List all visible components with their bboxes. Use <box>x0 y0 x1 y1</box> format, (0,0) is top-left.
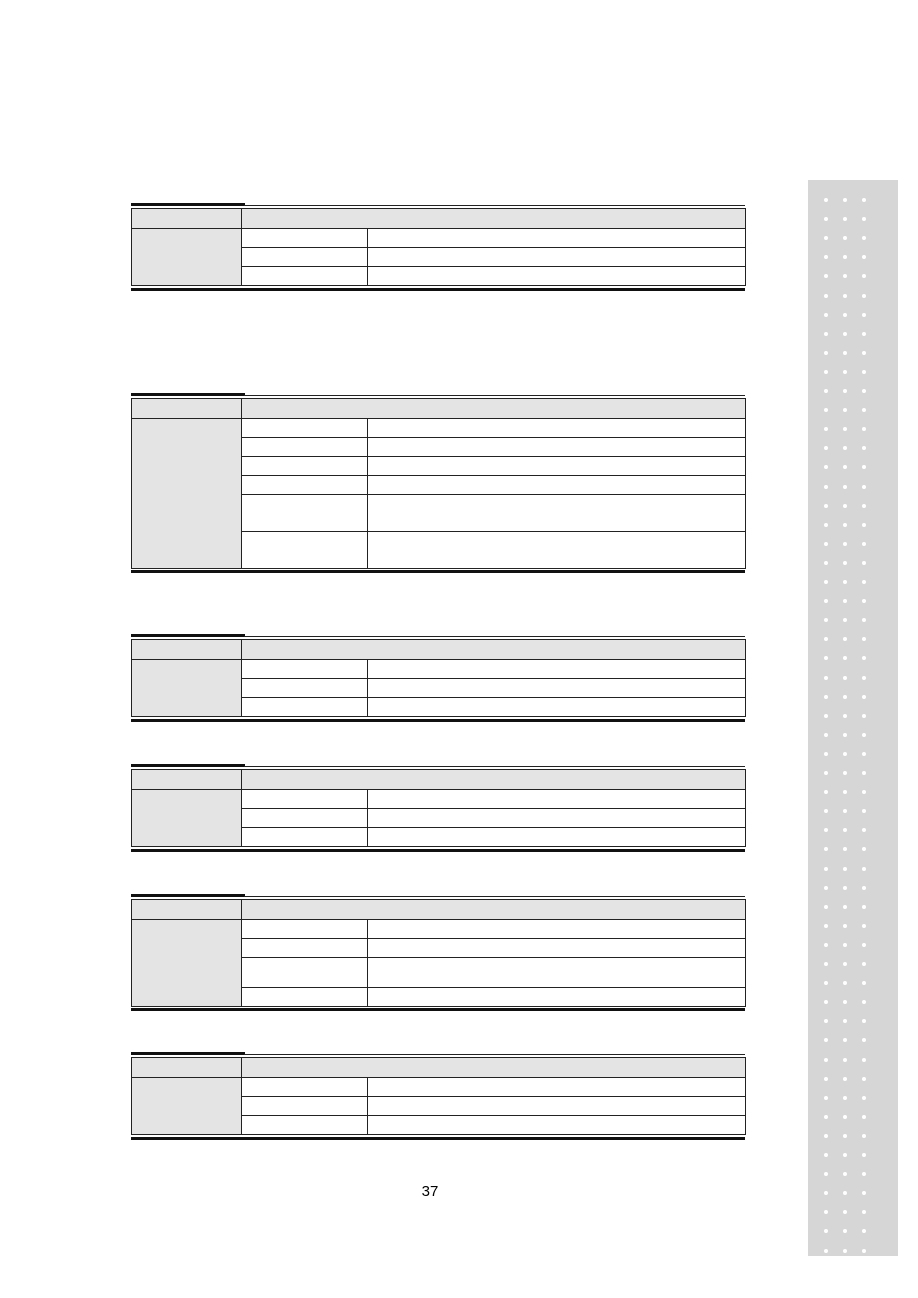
panel-dot <box>843 1058 847 1062</box>
panel-dot <box>843 294 847 298</box>
item-cell <box>242 495 368 532</box>
panel-dot <box>824 389 828 393</box>
spec-table-5 <box>131 899 746 1007</box>
panel-dot <box>862 714 866 718</box>
value-cell <box>368 679 746 698</box>
panel-dot <box>843 790 847 794</box>
table-header-row <box>132 1058 746 1078</box>
item-cell <box>242 1078 368 1097</box>
panel-dot <box>843 1115 847 1119</box>
panel-dot <box>824 676 828 680</box>
panel-dot <box>824 886 828 890</box>
header-label-cell <box>132 399 242 419</box>
value-cell <box>368 457 746 476</box>
panel-dot <box>824 905 828 909</box>
panel-dot <box>824 656 828 660</box>
panel-dot <box>843 695 847 699</box>
panel-dot <box>862 465 866 469</box>
spec-table-2 <box>131 398 746 569</box>
panel-dot <box>862 943 866 947</box>
panel-dot <box>862 580 866 584</box>
panel-dot <box>862 752 866 756</box>
panel-dot <box>843 255 847 259</box>
panel-dot <box>824 198 828 202</box>
item-cell <box>242 1097 368 1116</box>
spec-table-1 <box>131 208 746 286</box>
panel-dot <box>862 809 866 813</box>
panel-dot <box>843 676 847 680</box>
panel-dot <box>862 1019 866 1023</box>
panel-dot <box>824 809 828 813</box>
panel-dot <box>824 465 828 469</box>
panel-dot <box>824 733 828 737</box>
panel-dot <box>843 504 847 508</box>
panel-dot <box>862 1000 866 1004</box>
panel-dot <box>824 274 828 278</box>
panel-dot <box>824 1172 828 1176</box>
panel-dot <box>824 943 828 947</box>
panel-dot <box>824 962 828 966</box>
panel-dot <box>824 790 828 794</box>
category-cell <box>132 1078 242 1135</box>
panel-dot <box>824 771 828 775</box>
table-header-row <box>132 399 746 419</box>
value-cell <box>368 1097 746 1116</box>
panel-dot <box>843 1077 847 1081</box>
panel-dot <box>862 523 866 527</box>
panel-dot <box>862 695 866 699</box>
panel-dot <box>824 1191 828 1195</box>
item-cell <box>242 809 368 828</box>
value-cell <box>368 790 746 809</box>
panel-dot <box>824 1096 828 1100</box>
panel-dot <box>862 676 866 680</box>
panel-dot <box>862 1038 866 1042</box>
item-cell <box>242 438 368 457</box>
panel-dot <box>843 1191 847 1195</box>
value-cell <box>368 660 746 679</box>
panel-dot <box>824 867 828 871</box>
panel-dot <box>862 1172 866 1176</box>
item-cell <box>242 1116 368 1135</box>
panel-dot <box>824 236 828 240</box>
panel-dot <box>824 1229 828 1233</box>
panel-dot <box>862 561 866 565</box>
panel-dot <box>843 867 847 871</box>
table-header-row <box>132 640 746 660</box>
table-row <box>132 419 746 438</box>
value-cell <box>368 809 746 828</box>
panel-dot <box>843 599 847 603</box>
panel-dot <box>824 828 828 832</box>
panel-dot <box>824 408 828 412</box>
value-cell <box>368 532 746 569</box>
panel-dot <box>824 294 828 298</box>
panel-dot <box>824 695 828 699</box>
value-cell <box>368 476 746 495</box>
value-cell <box>368 248 746 267</box>
panel-dot <box>824 618 828 622</box>
panel-dot <box>862 427 866 431</box>
panel-dot <box>843 981 847 985</box>
table-bottom-rule <box>131 1137 745 1140</box>
panel-dot <box>843 1249 847 1253</box>
panel-dot <box>843 274 847 278</box>
panel-dot <box>824 599 828 603</box>
table-bottom-rule <box>131 1008 745 1011</box>
panel-dot <box>862 637 866 641</box>
panel-dot <box>862 485 866 489</box>
item-cell <box>242 457 368 476</box>
table-bottom-rule <box>131 570 745 573</box>
panel-dot <box>824 1249 828 1253</box>
item-cell <box>242 419 368 438</box>
panel-dot <box>862 1096 866 1100</box>
panel-dot <box>824 1134 828 1138</box>
panel-dot <box>862 1077 866 1081</box>
header-label-cell <box>132 900 242 920</box>
value-cell <box>368 958 746 988</box>
panel-dot <box>824 427 828 431</box>
header-value-cell <box>242 1058 746 1078</box>
item-cell <box>242 248 368 267</box>
item-cell <box>242 267 368 286</box>
panel-dot <box>843 332 847 336</box>
panel-dot <box>843 236 847 240</box>
panel-dot <box>824 714 828 718</box>
category-cell <box>132 660 242 717</box>
value-cell <box>368 495 746 532</box>
panel-dot <box>824 351 828 355</box>
panel-dot <box>862 389 866 393</box>
panel-dot <box>843 637 847 641</box>
panel-dot <box>843 217 847 221</box>
panel-dot <box>824 504 828 508</box>
panel-dot <box>862 313 866 317</box>
item-cell <box>242 988 368 1007</box>
panel-dot <box>843 485 847 489</box>
panel-dot <box>843 1000 847 1004</box>
panel-dot <box>843 542 847 546</box>
panel-dot <box>862 1191 866 1195</box>
header-label-cell <box>132 209 242 229</box>
item-cell <box>242 679 368 698</box>
table-header-row <box>132 770 746 790</box>
item-cell <box>242 660 368 679</box>
spec-table-6 <box>131 1057 746 1135</box>
panel-dot <box>824 637 828 641</box>
item-cell <box>242 229 368 248</box>
panel-dot <box>843 313 847 317</box>
spec-table-3 <box>131 639 746 717</box>
value-cell <box>368 438 746 457</box>
value-cell <box>368 920 746 939</box>
panel-dot <box>862 1153 866 1157</box>
panel-dot <box>862 828 866 832</box>
header-value-cell <box>242 900 746 920</box>
panel-dot <box>843 389 847 393</box>
panel-dot <box>843 408 847 412</box>
panel-dot <box>824 332 828 336</box>
panel-dot <box>862 733 866 737</box>
panel-dot <box>843 962 847 966</box>
panel-dot <box>862 255 866 259</box>
panel-dot <box>824 313 828 317</box>
panel-dot <box>862 274 866 278</box>
value-cell <box>368 1078 746 1097</box>
panel-dot <box>824 446 828 450</box>
header-value-cell <box>242 209 746 229</box>
header-label-cell <box>132 770 242 790</box>
item-cell <box>242 920 368 939</box>
item-cell <box>242 828 368 847</box>
panel-dot <box>862 886 866 890</box>
table-header-row <box>132 900 746 920</box>
panel-dot <box>862 504 866 508</box>
header-value-cell <box>242 399 746 419</box>
panel-dot <box>824 370 828 374</box>
item-cell <box>242 532 368 569</box>
header-value-cell <box>242 770 746 790</box>
table-row <box>132 660 746 679</box>
item-cell <box>242 790 368 809</box>
panel-dot <box>824 1038 828 1042</box>
value-cell <box>368 939 746 958</box>
panel-dot <box>862 236 866 240</box>
decorative-side-panel <box>808 180 898 1256</box>
panel-dot <box>843 905 847 909</box>
panel-dot <box>843 847 847 851</box>
panel-dot <box>862 351 866 355</box>
panel-dot <box>824 542 828 546</box>
panel-dot <box>862 542 866 546</box>
table-row <box>132 1078 746 1097</box>
panel-dot <box>843 656 847 660</box>
table-header-row <box>132 209 746 229</box>
value-cell <box>368 419 746 438</box>
panel-dot <box>843 523 847 527</box>
panel-dot <box>843 943 847 947</box>
panel-dot <box>843 752 847 756</box>
category-cell <box>132 229 242 286</box>
panel-dot <box>843 1019 847 1023</box>
panel-dot <box>843 771 847 775</box>
panel-dot <box>843 198 847 202</box>
panel-dot <box>862 790 866 794</box>
panel-dot <box>843 924 847 928</box>
panel-dot <box>824 561 828 565</box>
panel-dot <box>843 733 847 737</box>
panel-dot <box>843 1210 847 1214</box>
panel-dot <box>824 1153 828 1157</box>
panel-dot <box>824 924 828 928</box>
panel-dot <box>862 1210 866 1214</box>
panel-dot <box>824 217 828 221</box>
header-label-cell <box>132 640 242 660</box>
item-cell <box>242 698 368 717</box>
item-cell <box>242 939 368 958</box>
value-cell <box>368 698 746 717</box>
value-cell <box>368 988 746 1007</box>
panel-dot <box>862 905 866 909</box>
panel-dot <box>843 1229 847 1233</box>
panel-dot <box>824 1115 828 1119</box>
panel-dot <box>843 351 847 355</box>
panel-dot <box>862 217 866 221</box>
panel-dot <box>843 1153 847 1157</box>
panel-dot <box>862 408 866 412</box>
table-bottom-rule <box>131 849 745 852</box>
category-cell <box>132 790 242 847</box>
category-cell <box>132 419 242 569</box>
panel-dot <box>843 886 847 890</box>
panel-dot <box>843 1172 847 1176</box>
panel-dot <box>824 981 828 985</box>
panel-dot <box>862 294 866 298</box>
panel-dot <box>862 370 866 374</box>
panel-dot <box>862 867 866 871</box>
panel-dot <box>824 847 828 851</box>
panel-dot <box>862 1134 866 1138</box>
panel-dot <box>824 752 828 756</box>
panel-dot <box>843 446 847 450</box>
panel-dot <box>843 618 847 622</box>
panel-dot <box>862 618 866 622</box>
panel-dot <box>824 255 828 259</box>
panel-dot <box>843 1038 847 1042</box>
panel-dot <box>843 1134 847 1138</box>
panel-dot <box>843 580 847 584</box>
panel-dot <box>843 809 847 813</box>
value-cell <box>368 267 746 286</box>
panel-dot <box>862 962 866 966</box>
item-cell <box>242 476 368 495</box>
panel-dot <box>824 1210 828 1214</box>
panel-dot <box>843 370 847 374</box>
table-row <box>132 229 746 248</box>
panel-dot <box>862 924 866 928</box>
value-cell <box>368 229 746 248</box>
item-cell <box>242 958 368 988</box>
value-cell <box>368 828 746 847</box>
panel-dot <box>862 771 866 775</box>
panel-dot <box>862 981 866 985</box>
panel-dot <box>843 1096 847 1100</box>
panel-dot <box>862 1229 866 1233</box>
panel-dot <box>862 599 866 603</box>
category-cell <box>132 920 242 1007</box>
panel-dot <box>824 1000 828 1004</box>
panel-dot <box>862 1058 866 1062</box>
panel-dot <box>824 580 828 584</box>
panel-dot <box>843 465 847 469</box>
panel-dot <box>824 1019 828 1023</box>
table-bottom-rule <box>131 288 745 291</box>
panel-dot <box>824 485 828 489</box>
panel-dot <box>843 714 847 718</box>
panel-dot <box>862 1249 866 1253</box>
panel-dot <box>824 1058 828 1062</box>
panel-dot <box>862 656 866 660</box>
panel-dot <box>824 1077 828 1081</box>
panel-dot <box>862 198 866 202</box>
panel-dot <box>862 847 866 851</box>
header-value-cell <box>242 640 746 660</box>
spec-table-4 <box>131 769 746 847</box>
panel-dot <box>862 332 866 336</box>
panel-dot <box>843 561 847 565</box>
panel-dot <box>862 446 866 450</box>
table-bottom-rule <box>131 719 745 722</box>
value-cell <box>368 1116 746 1135</box>
panel-dot <box>862 1115 866 1119</box>
table-row <box>132 920 746 939</box>
header-label-cell <box>132 1058 242 1078</box>
panel-dot <box>843 828 847 832</box>
panel-dot <box>824 523 828 527</box>
page-number: 37 <box>421 1183 439 1200</box>
table-row <box>132 790 746 809</box>
panel-dot <box>843 427 847 431</box>
